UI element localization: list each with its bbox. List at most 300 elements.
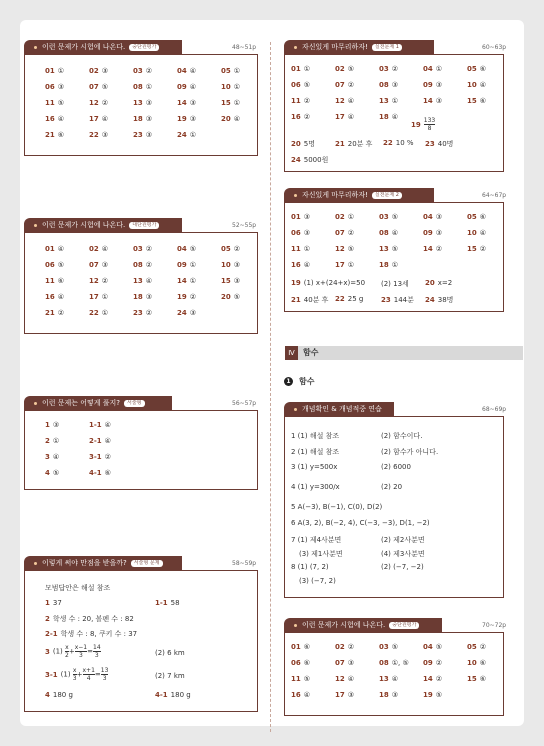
answer-number: 11 xyxy=(291,675,301,683)
answer-number: 19 xyxy=(177,115,187,123)
s6-q19: 19 (1) x+(24+x)=50 xyxy=(291,279,366,287)
s4-row-1-1: 1-1 58 xyxy=(155,599,180,607)
answer-number: 18 xyxy=(379,261,389,269)
answer-item xyxy=(221,99,240,107)
answer-item xyxy=(335,691,354,699)
answer-number: 21 xyxy=(45,131,55,139)
s4-l31: 7 km xyxy=(167,672,185,680)
answer-number: 03 xyxy=(379,213,389,221)
answer-item xyxy=(335,643,354,651)
answer-value: ③ xyxy=(303,229,311,237)
answer-item xyxy=(45,421,59,429)
answer-value: ③ xyxy=(189,309,197,317)
answer-item xyxy=(177,261,196,269)
answer-value: ① xyxy=(52,437,60,445)
answer-value: ② xyxy=(101,277,109,285)
s8-title: 이런 문제가 시험에 나온다. xyxy=(302,621,386,629)
answer-number: 16 xyxy=(291,261,301,269)
answer-number: 03 xyxy=(379,643,389,651)
answer-value: ③ xyxy=(233,261,241,269)
answer-item xyxy=(291,675,310,683)
answer-value: ③ xyxy=(145,115,153,123)
answer-number: 14 xyxy=(423,97,433,105)
fraction: $\frac{133}{8}$ xyxy=(423,117,436,132)
s4-row-1: 1 37 xyxy=(45,599,62,607)
answer-item xyxy=(467,245,486,253)
answer-number: 04 xyxy=(423,643,433,651)
answer-item xyxy=(177,99,196,107)
answer-item xyxy=(291,659,310,667)
answer-item xyxy=(379,229,398,237)
answer-number: 15 xyxy=(467,675,477,683)
answer-value: ③ xyxy=(145,131,153,139)
s2-box xyxy=(24,232,258,334)
answer-value: ② xyxy=(104,453,111,461)
answer-number: 15 xyxy=(221,277,231,285)
answer-value: ③ xyxy=(435,229,443,237)
answer-number: 13 xyxy=(379,675,389,683)
answer-value: ④ xyxy=(189,67,197,75)
answer-number: 12 xyxy=(89,277,99,285)
chapter-title: 함수 xyxy=(303,348,319,357)
answer-number: 13 xyxy=(379,97,389,105)
answer-item xyxy=(221,115,240,123)
answer-value: ② xyxy=(435,659,443,667)
answer-value: ② xyxy=(233,245,241,253)
answer-number: 14 xyxy=(177,99,187,107)
answer-value: ④ xyxy=(303,691,311,699)
fraction: $\frac{x-1}{3}$ xyxy=(74,644,88,659)
answer-number: 01 xyxy=(291,65,301,73)
s7-r6: 6 A(3, 2), B(−2, 4), C(−3, −3), D(1, −2) xyxy=(291,519,430,527)
answer-value: ④ xyxy=(233,115,241,123)
answer-value: ② xyxy=(435,675,443,683)
s7-pages: 68~69p xyxy=(482,406,507,413)
s6-q21: 21 40분 후 xyxy=(291,296,329,304)
answer-value: ② xyxy=(303,113,311,121)
s5-q22: 22 10 % xyxy=(383,139,414,147)
answer-number: 3 xyxy=(45,453,50,461)
s7-row-1-1: 1 (1) 해설 참조 xyxy=(291,432,340,440)
answer-value: ③ xyxy=(57,83,65,91)
answer-value: ② xyxy=(479,643,487,651)
answer-value: ④ xyxy=(391,229,399,237)
column-divider xyxy=(270,42,271,732)
fraction: $\frac{x+1}{4}$ xyxy=(82,667,95,682)
answer-value: ② xyxy=(145,245,153,253)
answer-number: 08 xyxy=(379,81,389,89)
answer-value: ⑤ xyxy=(391,245,399,253)
s7-row-2-2: (2) 함수가 아니다. xyxy=(381,448,439,456)
bullet-icon xyxy=(34,562,37,565)
answer-item xyxy=(45,453,59,461)
answer-item xyxy=(89,261,108,269)
answer-number: 23 xyxy=(133,131,143,139)
subsection-heading xyxy=(284,376,314,387)
answer-number: 20 xyxy=(221,115,231,123)
answer-item xyxy=(423,675,442,683)
answer-item xyxy=(379,97,398,105)
answer-value: ④ xyxy=(347,97,355,105)
s4-l41: 180 g xyxy=(170,691,191,699)
s4-row-3-1: 3-1 (1) $\frac{x}{3}$ + $\frac{x+1}{4}$ = $\frac{13}{3}$ xyxy=(45,667,109,682)
answer-item xyxy=(291,691,310,699)
answer-value: ⑤ xyxy=(189,245,197,253)
s4-l21: 학생 수 : 8, 쿠키 수 : 37 xyxy=(60,630,138,638)
answer-number: 03 xyxy=(133,67,143,75)
answer-item xyxy=(379,643,398,651)
s4-header xyxy=(24,556,182,570)
answer-number: 22 xyxy=(89,309,99,317)
answer-value: ② xyxy=(347,81,355,89)
answer-item xyxy=(177,131,196,139)
answer-number: 06 xyxy=(45,261,55,269)
answer-number: 15 xyxy=(467,97,477,105)
answer-item xyxy=(467,81,486,89)
answer-number: 08 xyxy=(133,83,143,91)
answer-item xyxy=(89,245,108,253)
fraction: $\frac{x}{2}$ xyxy=(65,644,69,659)
answer-value: ② xyxy=(347,229,355,237)
s5-a21: 20분 후 xyxy=(347,140,373,148)
answer-number: 14 xyxy=(423,245,433,253)
s6-a19a: (1) x+(24+x)=50 xyxy=(303,279,366,287)
s6-q24: 24 38명 xyxy=(425,296,454,304)
answer-value: ③ xyxy=(391,691,399,699)
answer-value: ⑥ xyxy=(479,213,487,221)
s7-row-1-2: (2) 함수이다. xyxy=(381,432,423,440)
answer-value: ⑤ xyxy=(303,675,311,683)
s3-title: 이런 문제는 어떻게 풀지? xyxy=(42,399,121,407)
answer-number: 01 xyxy=(291,213,301,221)
answer-value: ④ xyxy=(104,421,111,429)
answer-value: ⑤ xyxy=(347,245,355,253)
answer-item xyxy=(335,65,354,73)
answer-number: 24 xyxy=(177,131,187,139)
answer-value: ⑥ xyxy=(57,277,65,285)
answer-value: ② xyxy=(145,261,153,269)
s7-row-3-2: (2) 6000 xyxy=(381,463,411,471)
answer-value: ③ xyxy=(189,115,197,123)
answer-number: 18 xyxy=(379,691,389,699)
answer-item xyxy=(335,213,354,221)
answer-value: ① xyxy=(233,67,241,75)
answer-number: 14 xyxy=(177,277,187,285)
answer-value: ③ xyxy=(101,261,109,269)
answer-number: 3-1 xyxy=(89,453,102,461)
s6-header xyxy=(284,188,434,202)
s7-r5: 5 A(−3), B(−1), C(0), D(2) xyxy=(291,503,383,511)
answer-value: ② xyxy=(57,309,65,317)
s7-r8-2: (2) (−7, −2) xyxy=(381,563,424,571)
answer-item xyxy=(177,245,196,253)
answer-item xyxy=(467,675,486,683)
answer-number: 22 xyxy=(89,131,99,139)
answer-number: 06 xyxy=(291,81,301,89)
answer-item xyxy=(177,293,196,301)
answer-item xyxy=(45,83,64,91)
s6-q23: 23 144분 xyxy=(381,296,414,304)
answer-item xyxy=(335,97,354,105)
answer-item xyxy=(45,469,59,477)
s6-a20: x=2 xyxy=(437,279,453,287)
answer-item xyxy=(291,81,310,89)
answer-item xyxy=(133,115,152,123)
answer-value: ④ xyxy=(57,115,65,123)
s6-a22: 25 g xyxy=(347,295,364,303)
s7-r8-3: (3) (−7, 2) xyxy=(299,577,336,585)
answer-item xyxy=(467,659,486,667)
s1-header xyxy=(24,40,182,54)
answer-item xyxy=(45,437,59,445)
s6-a23: 144분 xyxy=(393,296,414,304)
s4-title: 이렇게 써야 만점을 받을까? xyxy=(42,559,127,567)
s2-header xyxy=(24,218,182,232)
answer-value: ③ xyxy=(435,213,443,221)
s5-q21: 21 20분 후 xyxy=(335,140,373,148)
answer-number: 08 xyxy=(379,659,389,667)
answer-value: ⑥ xyxy=(104,469,111,477)
answer-value: ① xyxy=(101,309,109,317)
s4-l2: 학생 수 : 20, 볼펜 수 : 82 xyxy=(52,615,134,623)
answer-item xyxy=(45,309,64,317)
answer-number: 10 xyxy=(467,659,477,667)
s5-header xyxy=(284,40,434,54)
bullet-icon xyxy=(34,224,37,227)
answer-item xyxy=(133,309,152,317)
bullet-icon xyxy=(294,408,297,411)
answer-number: 08 xyxy=(133,261,143,269)
s6-a21: 40분 후 xyxy=(303,296,329,304)
s7-row-2-1: 2 (1) 해설 참조 xyxy=(291,448,340,456)
answer-item xyxy=(291,65,310,73)
s7-box xyxy=(284,416,504,598)
answer-item xyxy=(291,229,310,237)
answer-item xyxy=(45,245,64,253)
answer-number: 20 xyxy=(221,293,231,301)
answer-item xyxy=(221,83,240,91)
answer-number: 4-1 xyxy=(89,469,102,477)
answer-value: ④ xyxy=(391,113,399,121)
s4-tag: 서술형 문제 xyxy=(131,560,163,567)
s5-tag: 실전문제 1 xyxy=(372,44,402,51)
answer-number: 07 xyxy=(89,83,99,91)
answer-item xyxy=(221,293,240,301)
s8-pages: 70~72p xyxy=(482,622,507,629)
answer-number: 02 xyxy=(335,65,345,73)
answer-number: 21 xyxy=(45,309,55,317)
answer-item xyxy=(133,99,152,107)
answer-item xyxy=(423,213,442,221)
answer-value: ①, ⑤ xyxy=(391,659,409,667)
answer-item xyxy=(177,277,196,285)
s1-box xyxy=(24,54,258,156)
answer-value: ③ xyxy=(233,277,241,285)
answer-value: ③ xyxy=(52,421,60,429)
bullet-icon xyxy=(294,624,297,627)
answer-item xyxy=(45,99,64,107)
answer-number: 02 xyxy=(335,213,345,221)
answer-item xyxy=(467,97,486,105)
answer-number: 09 xyxy=(423,81,433,89)
answer-item xyxy=(89,453,111,461)
s4-row-2: 2 학생 수 : 20, 볼펜 수 : 82 xyxy=(45,615,134,623)
answer-value: ④ xyxy=(391,675,399,683)
s5-a20: 5명 xyxy=(303,140,315,148)
answer-number: 4 xyxy=(45,469,50,477)
s3-tag: 서술형 xyxy=(124,400,145,407)
answer-item xyxy=(89,67,108,75)
answer-number: 17 xyxy=(335,113,345,121)
answer-value: ③ xyxy=(145,293,153,301)
answer-item xyxy=(379,245,398,253)
answer-item xyxy=(379,659,409,667)
s5-q23: 23 40명 xyxy=(425,140,454,148)
s3-header xyxy=(24,396,172,410)
s1-tag: 중단원평가 xyxy=(129,44,159,51)
answer-number: 17 xyxy=(335,691,345,699)
answer-number: 19 xyxy=(177,293,187,301)
answer-item xyxy=(291,245,310,253)
answer-number: 12 xyxy=(335,675,345,683)
subsection-number: 1 xyxy=(284,377,293,386)
answer-value: ⑤ xyxy=(391,643,399,651)
bullet-icon xyxy=(294,194,297,197)
answer-number: 03 xyxy=(379,65,389,73)
answer-number: 01 xyxy=(45,67,55,75)
answer-number: 2-1 xyxy=(89,437,102,445)
answer-number: 02 xyxy=(89,67,99,75)
answer-item xyxy=(45,261,64,269)
s5-pages: 60~63p xyxy=(482,44,507,51)
answer-value: ⑤ xyxy=(233,293,241,301)
s7-r7-3: (3) 제1사분면 xyxy=(299,550,343,558)
answer-number: 19 xyxy=(423,691,433,699)
s5-q20: 20 5명 xyxy=(291,140,315,148)
answer-value: ① xyxy=(347,213,355,221)
s4-l1a: 37 xyxy=(52,599,62,607)
answer-item xyxy=(89,277,108,285)
answer-number: 09 xyxy=(423,229,433,237)
answer-number: 13 xyxy=(133,277,143,285)
s4-pages: 58~59p xyxy=(232,560,257,567)
answer-value: ④ xyxy=(303,261,311,269)
answer-number: 02 xyxy=(335,643,345,651)
answer-item xyxy=(177,115,196,123)
answer-value: ⑤ xyxy=(435,691,443,699)
s8-tag: 중단원평가 xyxy=(389,622,419,629)
answer-item xyxy=(133,245,152,253)
answer-item xyxy=(423,659,442,667)
answer-value: ⑤ xyxy=(101,83,109,91)
s6-a24: 38명 xyxy=(437,296,454,304)
answer-number: 16 xyxy=(291,691,301,699)
answer-value: ① xyxy=(435,65,443,73)
answer-item xyxy=(221,277,240,285)
answer-number: 05 xyxy=(467,65,477,73)
answer-number: 24 xyxy=(177,309,187,317)
s6-title: 자신있게 마무리하자! xyxy=(302,191,368,199)
s5-a22: 10 % xyxy=(395,139,414,147)
answer-value: ② xyxy=(347,643,355,651)
answer-number: 14 xyxy=(423,675,433,683)
answer-item xyxy=(89,99,108,107)
answer-item xyxy=(379,691,398,699)
answer-value: ① xyxy=(189,261,197,269)
answer-number: 1 xyxy=(45,421,50,429)
s4-row-2-1: 2-1 학생 수 : 8, 쿠키 수 : 37 xyxy=(45,630,138,638)
answer-value: ① xyxy=(57,67,65,75)
answer-value: ③ xyxy=(435,81,443,89)
answer-value: ⑥ xyxy=(479,97,487,105)
answer-number: 03 xyxy=(133,245,143,253)
answer-item xyxy=(133,261,152,269)
answer-number: 09 xyxy=(177,261,187,269)
answer-number: 16 xyxy=(45,293,55,301)
answer-value: ③ xyxy=(101,131,109,139)
answer-number: 11 xyxy=(291,245,301,253)
answer-page xyxy=(20,20,524,726)
answer-number: 07 xyxy=(335,81,345,89)
answer-item xyxy=(379,213,398,221)
answer-value: ② xyxy=(391,65,399,73)
answer-value: ⑤ xyxy=(347,65,355,73)
answer-item xyxy=(423,81,442,89)
answer-value: ① xyxy=(347,261,355,269)
bullet-icon xyxy=(34,402,37,405)
answer-item xyxy=(467,213,486,221)
answer-number: 17 xyxy=(335,261,345,269)
answer-number: 11 xyxy=(45,277,55,285)
answer-value: ① xyxy=(145,83,153,91)
s7-r7-2: (2) 제2사분면 xyxy=(381,536,425,544)
answer-value: ⑤ xyxy=(435,643,443,651)
fraction: $\frac{x}{3}$ xyxy=(72,667,77,682)
answer-value: ③ xyxy=(347,659,355,667)
answer-value: ④ xyxy=(57,293,65,301)
answer-value: ② xyxy=(101,99,109,107)
answer-item xyxy=(423,643,442,651)
answer-item xyxy=(133,83,152,91)
answer-value: ② xyxy=(145,67,153,75)
answer-number: 15 xyxy=(467,245,477,253)
answer-value: ② xyxy=(189,293,197,301)
s5-q19: 19 $\frac{133}{8}$ xyxy=(411,117,436,132)
answer-item xyxy=(45,67,64,75)
s7-r7-4: (4) 제3사분면 xyxy=(381,550,425,558)
answer-number: 05 xyxy=(467,213,477,221)
s6-q20: 20 x=2 xyxy=(425,279,453,287)
answer-number: 05 xyxy=(221,245,231,253)
answer-item xyxy=(89,469,111,477)
answer-value: ⑥ xyxy=(303,643,311,651)
answer-value: ① xyxy=(101,293,109,301)
answer-item xyxy=(133,277,152,285)
answer-item xyxy=(45,277,64,285)
answer-value: ① xyxy=(233,99,241,107)
s4-row-4-1: 4-1 180 g xyxy=(155,691,191,699)
answer-value: ② xyxy=(303,97,311,105)
answer-item xyxy=(335,245,354,253)
answer-value: ① xyxy=(303,245,311,253)
answer-value: ④ xyxy=(104,437,111,445)
answer-item xyxy=(89,83,108,91)
answer-value: ⑥ xyxy=(479,65,487,73)
s5-box xyxy=(284,54,504,172)
fraction: $\frac{13}{3}$ xyxy=(100,667,109,682)
answer-item xyxy=(423,229,442,237)
s6-box xyxy=(284,202,504,312)
